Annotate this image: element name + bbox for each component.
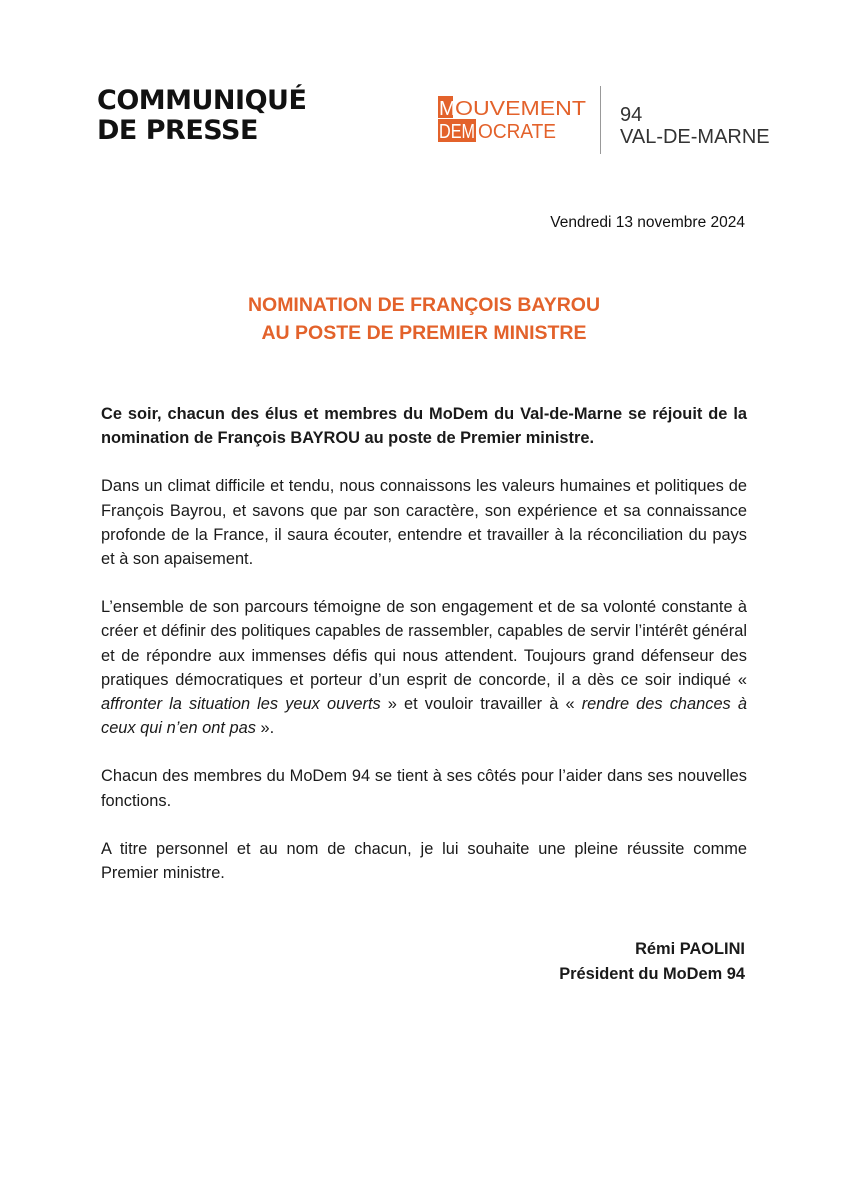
logo-word-ouvement: OUVEMENT: [455, 98, 586, 120]
paragraph-2-part-b: » et vouloir travailler à «: [380, 695, 582, 714]
paragraph-2-part-a: L’ensemble de son parcours témoigne de son engagement et de sa volonté constante à créer et définir des politiques capables de rassembler, capables de servir l’intérêt général et de répondre aux immenses défis qui nous attendent. Toujours grand défenseur des pratiques démocratiques et porteur d’un esprit de concorde, il a dès ce soir indiqué «: [101, 598, 747, 689]
quote-2: rendre des chances à ceux qui n’en ont pas: [101, 695, 747, 738]
signatory-name: Rémi PAOLINI: [635, 940, 745, 958]
logo-letter-m: M: [439, 98, 456, 120]
paragraph-4: A titre personnel et au nom de chacun, je lui souhaite une pleine réussite comme Premier ministre.: [101, 839, 747, 883]
signature-block: [559, 937, 745, 986]
title-line-1: NOMINATION DE FRANÇOIS BAYROU: [247, 294, 601, 316]
press-release-heading: [97, 86, 306, 146]
quote-1: affronter la situation les yeux ouverts: [101, 695, 381, 714]
paragraph-3: Chacun des membres du MoDem 94 se tient à ses côtés pour l’aider dans ses nouvelles fonctions.: [101, 767, 747, 810]
department-label: [620, 104, 770, 148]
title-line-2: AU POSTE DE PREMIER MINISTRE: [261, 322, 587, 344]
release-date: Vendredi 13 novembre 2024: [550, 214, 745, 231]
release-body: [101, 402, 747, 909]
heading-line-2: DE PRESSE: [97, 115, 258, 146]
paragraph-2-part-c: ».: [255, 719, 275, 738]
department-name: VAL-DE-MARNE: [620, 126, 770, 148]
logo-divider: [600, 86, 601, 154]
heading-line-1: COMMUNIQUÉ: [97, 85, 307, 116]
mouvement-democrate-logo: [438, 96, 588, 142]
signatory-role: Président du MoDem 94: [559, 964, 745, 983]
release-title: [0, 291, 848, 347]
department-number: 94: [620, 104, 643, 126]
logo-letters-dem: DEM: [439, 121, 475, 142]
logo-word-ocrate: OCRATE: [478, 121, 556, 142]
paragraph-2: [101, 595, 747, 740]
paragraph-1: Dans un climat difficile et tendu, nous connaissons les valeurs humaines et politiques de François Bayrou, et savons que par son caractère, son expérience et sa connaissance profonde de la France, il saura écouter, entendre et travailler à la réconciliation du pays et à son apaisement.: [101, 477, 747, 569]
lead-paragraph: Ce soir, chacun des élus et membres du MoDem du Val-de-Marne se réjouit de la nomination de François BAYROU au poste de Premier ministre.: [101, 405, 747, 448]
